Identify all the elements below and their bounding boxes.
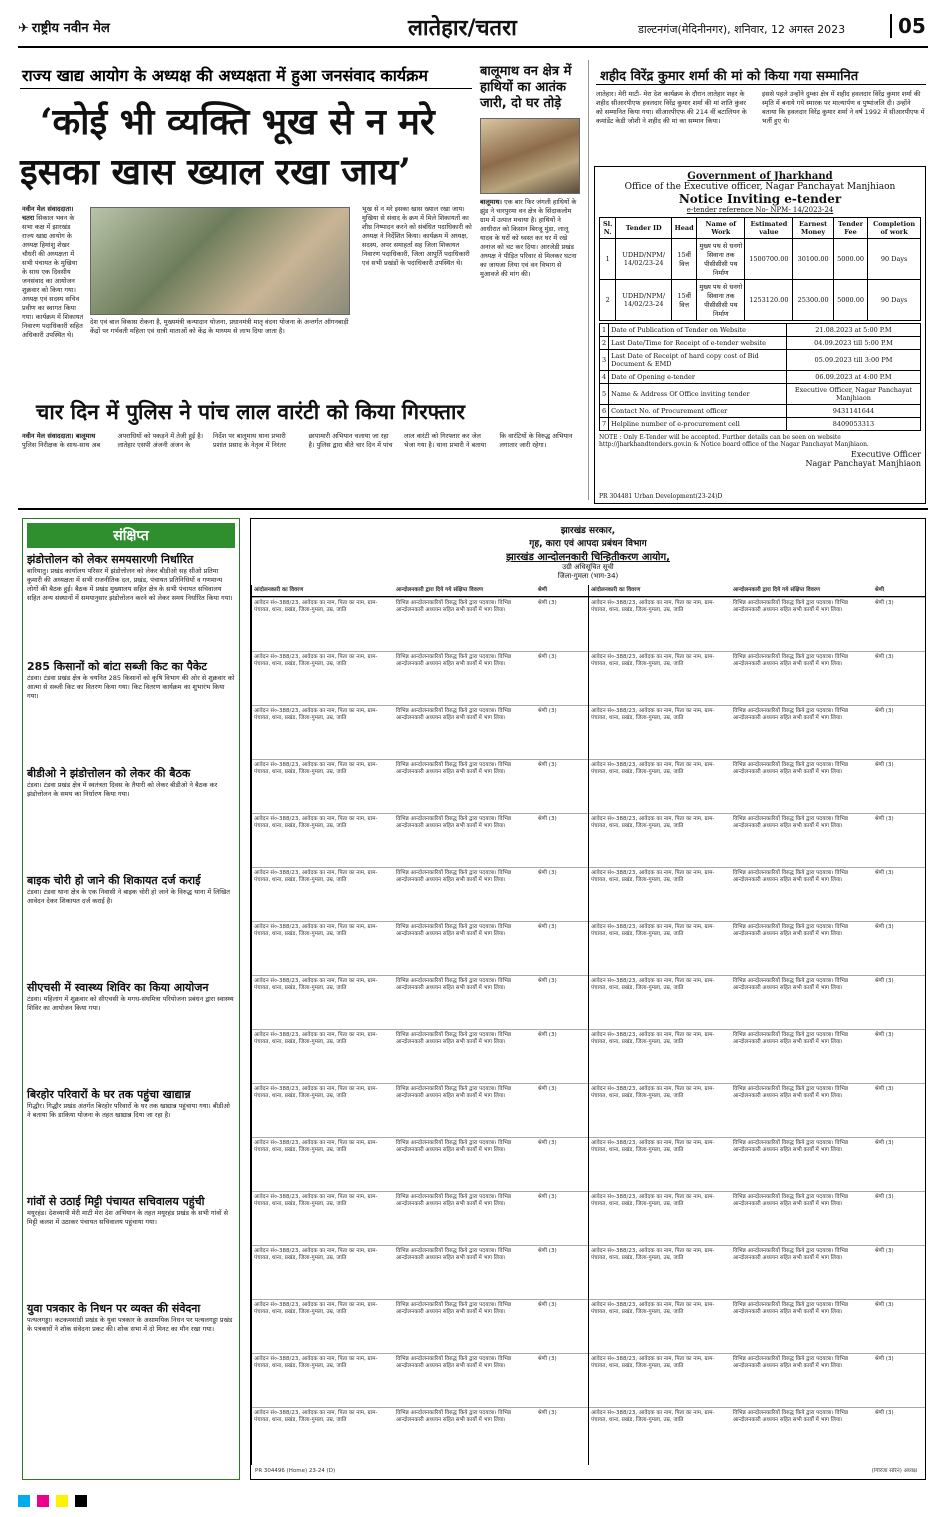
registration-strip	[18, 1492, 928, 1506]
gov-entry-cell: विभिन्न आन्दोलनकारियों विरुद्ध किये द्वारा पदयात्रा। विभिन्न आन्दोलनकारी अध्ययन सहित सभी कार्यों में भाग लिया।	[732, 870, 849, 883]
gov-list-sub: जिला-गुमला (भाग-34)	[557, 572, 619, 580]
gov-entry-cell: श्रेणी (3)	[874, 924, 894, 930]
gov-entry-cell: आवेदन सं०-388/23, आवेदक का नाम, पिता का नाम, ग्राम-पंचायत, थाना, प्रखंड, जिला-गुमला, उम्र, जाति	[591, 1248, 715, 1261]
tender-cell: 90 Days	[868, 280, 921, 321]
tender-row	[600, 239, 921, 280]
brief-column	[22, 518, 240, 1480]
gov-entry-cell: आवेदन सं०-388/23, आवेदक का नाम, पिता का नाम, ग्राम-पंचायत, थाना, प्रखंड, जिला-गुमला, उम्र, जाति	[254, 816, 378, 829]
gov-entry-cell: आवेदन सं०-388/23, आवेदक का नाम, पिता का नाम, ग्राम-पंचायत, थाना, प्रखंड, जिला-गुमला, उम्र, जाति	[254, 1194, 378, 1207]
tender-col-header: Estimated value	[745, 218, 793, 239]
gov-entry-cell: विभिन्न आन्दोलनकारियों विरुद्ध किये द्वारा पदयात्रा। विभिन्न आन्दोलनकारी अध्ययन सहित सभी कार्यों में भाग लिया।	[732, 1194, 849, 1207]
gov-entry-cell: श्रेणी (3)	[874, 654, 894, 660]
gov-entry-cell: विभिन्न आन्दोलनकारियों विरुद्ध किये द्वारा पदयात्रा। विभिन्न आन्दोलनकारी अध्ययन सहित सभी कार्यों में भाग लिया।	[732, 1140, 849, 1153]
tender-col-header: Sl. N.	[600, 218, 616, 239]
gov-entry-cell: श्रेणी (3)	[874, 1302, 894, 1308]
gov-entry-cell: श्रेणी (3)	[874, 978, 894, 984]
gov-entry-cell: श्रेणी (3)	[874, 1248, 894, 1254]
gov-footer: PR 304496 (Home) 23-24 (D)	[255, 1468, 336, 1474]
page-number: 05	[890, 14, 926, 38]
tender-date-cell: 3	[600, 350, 609, 371]
gov-notice	[250, 518, 926, 1480]
gov-entry-cell: आवेदन सं०-388/23, आवेदक का नाम, पिता का नाम, ग्राम-पंचायत, थाना, प्रखंड, जिला-गुमला, उम्र, जाति	[591, 1140, 715, 1153]
brief-body: मयूरहंड। देशव्यापी मेरी माटी मेरा देश अभियान के तहत मयूरहंड प्रखंड के सभी गांवों से मिट्टी कलश में उठाकर पंचायत सचिवालय पहुंचाया गया।	[27, 1209, 228, 1226]
lead-body-1: सिकाल भवन के सभा कक्ष में झारखंड राज्य खाद्य आयोग के अध्यक्ष हिमांशु शेखर चौधरी की अध्यक्षता में सभी पंचायत के मुखिया के साथ एक दिवसीय जनसंवाद का आयोजन शुक्रवार को किया गया। अध्यक्ष एवं सदस्य सचिव प्रवीण का स्वागत किया गया। कार्यक्रम में शिकायत निवारण पदाधिकारी सहित अधिकारी उपस्थित थे।	[22, 214, 84, 339]
tender-cell: 1500700.00	[745, 239, 793, 280]
gov-entry-cell: श्रेणी (3)	[874, 1032, 894, 1038]
gov-entry-row	[589, 705, 925, 759]
gov-entry-cell: आवेदन सं०-388/23, आवेदक का नाम, पिता का नाम, ग्राम-पंचायत, थाना, प्रखंड, जिला-गुमला, उम्र, जाति	[254, 1248, 378, 1261]
gov-entry-row	[589, 1299, 925, 1353]
gov-entry-cell: विभिन्न आन्दोलनकारियों विरुद्ध किये द्वारा पदयात्रा। विभिन्न आन्दोलनकारी अध्ययन सहित सभी कार्यों में भाग लिया।	[395, 1302, 512, 1315]
tender-date-cell: 1	[600, 324, 609, 337]
tender-note: NOTE : Only E-Tender will be accepted. Further details can be seen on website http://jharkhandtenders.gov.in & Notice board office of the Nagar Panchayat Manjhiaon.	[599, 434, 869, 448]
tender-date-cell: Last Date/Time for Receipt of e-tender website	[609, 337, 787, 350]
brief-headline: युवा पत्रकार के निधन पर व्यक्त की संवेदना	[27, 1302, 201, 1315]
brief-body: टंडवा। टंडवा प्रखंड क्षेत्र में स्वतंत्रता दिवस के तैयारी को लेकर बीडीओ ने बैठक कर झंडोत्तोलन के समय का निर्धारण किया गया।	[27, 781, 218, 798]
gov-entry-cell: विभिन्न आन्दोलनकारियों विरुद्ध किये द्वारा पदयात्रा। विभिन्न आन्दोलनकारी अध्ययन सहित सभी कार्यों में भाग लिया।	[732, 1356, 849, 1369]
gov-entry-cell: विभिन्न आन्दोलनकारियों विरुद्ध किये द्वारा पदयात्रा। विभिन्न आन्दोलनकारी अध्ययन सहित सभी कार्यों में भाग लिया।	[732, 1032, 849, 1045]
gov-entry-cell: आवेदन सं०-388/23, आवेदक का नाम, पिता का नाम, ग्राम-पंचायत, थाना, प्रखंड, जिला-गुमला, उम्र, जाति	[591, 924, 715, 937]
gov-entry-cell: श्रेणी (3)	[537, 1032, 557, 1038]
gov-entry-cell: श्रेणी (3)	[537, 654, 557, 660]
gov-entry-cell: विभिन्न आन्दोलनकारियों विरुद्ध किये द्वारा पदयात्रा। विभिन्न आन्दोलनकारी अध्ययन सहित सभी कार्यों में भाग लिया।	[395, 762, 512, 775]
tender-date-cell: 8409053313	[786, 418, 920, 431]
tender-date-row	[600, 324, 921, 337]
brief-headline: बीडीओ ने झंडोत्तोलन को लेकर की बैठक	[27, 767, 191, 780]
gov-entry-row	[252, 1029, 588, 1083]
gov-column-header	[589, 585, 925, 597]
gov-entry-cell: आवेदन सं०-388/23, आवेदक का नाम, पिता का नाम, ग्राम-पंचायत, थाना, प्रखंड, जिला-गुमला, उम्र, जाति	[254, 1302, 378, 1315]
tender-header-row	[600, 218, 921, 239]
gov-entry-cell: आवेदन सं०-388/23, आवेदक का नाम, पिता का नाम, ग्राम-पंचायत, थाना, प्रखंड, जिला-गुमला, उम्र, जाति	[591, 762, 715, 775]
gov-entry-row	[252, 1407, 588, 1461]
tender-col-header: Earnest Money	[793, 218, 834, 239]
brief-body: टंडवा। टंडवा प्रखंड क्षेत्र के चयनित 285 किसानों को कृषि विभाग की ओर से शुक्रवार को आत्मा से सब्जी किट का वितरण किया गया। किट वितरण कार्यक्रम का शुभारंभ किया गया।	[27, 674, 235, 700]
gov-entry-cell: श्रेणी (3)	[537, 978, 557, 984]
elephant-photo	[480, 118, 580, 194]
gov-entry-row	[589, 1353, 925, 1407]
gov-entry-cell: श्रेणी (3)	[874, 1356, 894, 1362]
gov-entry-cell: आवेदन सं०-388/23, आवेदक का नाम, पिता का नाम, ग्राम-पंचायत, थाना, प्रखंड, जिला-गुमला, उम्र, जाति	[254, 762, 378, 775]
section-rule	[18, 508, 928, 510]
tender-date-cell: Date of Opening e-tender	[609, 371, 787, 384]
gov-entry-row	[589, 1029, 925, 1083]
brief-headline: झंडोत्तोलन को लेकर समयसारणी निर्धारित	[27, 553, 194, 566]
gov-line-2: गृह, कारा एवं आपदा प्रबंधन विभाग	[529, 539, 647, 549]
gov-entry-cell: आवेदन सं०-388/23, आवेदक का नाम, पिता का नाम, ग्राम-पंचायत, थाना, प्रखंड, जिला-गुमला, उम्र, जाति	[591, 1194, 715, 1207]
gov-entry-cell: आवेदन सं०-388/23, आवेदक का नाम, पिता का नाम, ग्राम-पंचायत, थाना, प्रखंड, जिला-गुमला, उम्र, जाति	[591, 870, 715, 883]
tender-col-header: Name of Work	[697, 218, 745, 239]
tender-date-row	[600, 418, 921, 431]
elephant-body-text: एक बार फिर जंगली हाथियों के झुंड ने चारपुरमा वन क्षेत्र के सिंदाकलोम ग्राम में उत्पात मचाया है। हाथियों ने आधीरात को किसान बिरजू मुंडा, लालू यादव के घरों को ध्वस्त कर घर में रखे अनाज को चट कर दिया। आरजेडी प्रखंड अध्यक्ष ने पीड़ित परिवार से मिलकर घटना का जायजा लिया एवं वन विभाग से मुआवजे की मांग की।	[480, 198, 577, 278]
tender-notice	[594, 166, 926, 504]
brief-body: बारियातु। प्रखंड कार्यालय परिसर में झंडोत्तोलन को लेकर बीडीओ सह सीओ प्रतिमा कुमारी की अध्यक्षता में सभी राजनीतिक दल, प्रखंड, पंचायत प्रतिनिधियों व गणमान्य लोगों की बैठक हुई। बैठक में प्रखंड मुख्यालय सहित क्षेत्र के सभी पंचायत सचिवालय सहित अन्य संस्थानों में समयानुसार झंडोत्तोलन करने को लेकर समय निर्धारित किया गया।	[27, 567, 233, 602]
gov-entry-row	[252, 813, 588, 867]
arrest-body	[22, 432, 587, 502]
gov-entry-row	[589, 651, 925, 705]
tender-date-row	[600, 405, 921, 418]
arrest-body-text: पुलिस निरीक्षक के साथ-साथ अब अपराधियों को पकड़ने में तेजी हुई है। लातेहार एसपी अंजनी अंजन के निर्देश पर बालूमाथ थाना प्रभारी प्रशांत प्रसाद के नेतृत्व में निरंतर छापामारी अभियान चलाया जा रहा है। पुलिस द्वारा बीते चार दिन में पांच लाल वारंटी को गिरफ्तार कर जेल भेजा गया है। थाना प्रभारी ने बताया कि वारंटियों के विरुद्ध अभियान लगातार जारी रहेगा।	[22, 432, 573, 449]
tender-pr: PR 304481 Urban Development(23-24)D	[599, 493, 723, 500]
gov-entry-cell: आवेदन सं०-388/23, आवेदक का नाम, पिता का नाम, ग्राम-पंचायत, थाना, प्रखंड, जिला-गुमला, उम्र, जाति	[591, 816, 715, 829]
gov-entry-cell: श्रेणी (3)	[537, 1410, 557, 1416]
gov-entry-row	[252, 1353, 588, 1407]
gov-entry-cell: श्रेणी (3)	[537, 1140, 557, 1146]
gov-entry-row	[589, 813, 925, 867]
gov-entry-cell: श्रेणी (3)	[874, 870, 894, 876]
gov-entry-cell: श्रेणी (3)	[537, 1248, 557, 1254]
gov-entry-cell: आवेदन सं०-388/23, आवेदक का नाम, पिता का नाम, ग्राम-पंचायत, थाना, प्रखंड, जिला-गुमला, उम्र, जाति	[254, 708, 378, 721]
gov-entry-row	[252, 759, 588, 813]
tender-date-cell: 6	[600, 405, 609, 418]
gov-line-3: झारखंड आन्दोलनकारी चिन्हितीकरण आयोग,	[506, 552, 670, 563]
tender-date-cell: Date of Publication of Tender on Website	[609, 324, 787, 337]
lead-headline-line1: ‘कोई भी व्यक्ति भूख से न मरे	[40, 101, 435, 143]
gov-entry-cell: श्रेणी (3)	[537, 1194, 557, 1200]
column-divider	[588, 60, 589, 500]
gov-entry-row	[589, 867, 925, 921]
gov-entry-cell: विभिन्न आन्दोलनकारियों विरुद्ध किये द्वारा पदयात्रा। विभिन्न आन्दोलनकारी अध्ययन सहित सभी कार्यों में भाग लिया।	[395, 654, 512, 667]
elephant-headline: बालूमाथ वन क्षेत्र में हाथियों का आतंक जारी, दो घर तोड़े	[480, 64, 572, 111]
lead-body-col3: भूख से न मरे इसका खास ख्याल रखा जाय। मुखिया से संवाद के क्रम में मिले शिकायतों का शीघ्र निष्पादन करने को संबंधित पदाधिकारी को अध्यक्ष ने निर्देशित किया। कार्यक्रम में अध्यक्ष, सदस्य, अपर समाहर्ता सह जिला शिकायत निवारण पदाधिकारी, जिला आपूर्ति पदाधिकारी एवं सभी प्रखंडों के पदाधिकारी उपस्थित थे।	[362, 205, 472, 267]
gov-entry-cell: आवेदन सं०-388/23, आवेदक का नाम, पिता का नाम, ग्राम-पंचायत, थाना, प्रखंड, जिला-गुमला, उम्र, जाति	[591, 1410, 715, 1423]
gov-entry-cell: श्रेणी (3)	[874, 816, 894, 822]
tender-cell: 1	[600, 239, 616, 280]
tender-cell: मुख्य पथ से धनगो सिवाना तक पीसीसीसी पथ निर्माण	[697, 239, 745, 280]
gov-entry-cell: श्रेणी (3)	[537, 762, 557, 768]
tender-date-cell: 21.08.2023 at 5:00 P.M	[786, 324, 920, 337]
gov-entry-row	[589, 1407, 925, 1461]
brief-list	[27, 552, 235, 1404]
gov-entry-cell: आवेदन सं०-388/23, आवेदक का नाम, पिता का नाम, ग्राम-पंचायत, थाना, प्रखंड, जिला-गुमला, उम्र, जाति	[254, 924, 378, 937]
tender-date-row	[600, 371, 921, 384]
brief-headline: बिरहोर परिवारों के घर तक पहुंचा खाद्यान्न	[27, 1088, 191, 1101]
gov-col-title: श्रेणी	[537, 587, 548, 593]
tender-gov: Government of Jharkhand	[687, 171, 833, 182]
tender-date-cell: 9431141644	[786, 405, 920, 418]
gov-entry-row	[252, 597, 588, 651]
gov-entry-cell: आवेदन सं०-388/23, आवेदक का नाम, पिता का नाम, ग्राम-पंचायत, थाना, प्रखंड, जिला-गुमला, उम्र, जाति	[254, 1356, 378, 1369]
jansamvad-photo	[90, 207, 350, 315]
gov-entry-cell: विभिन्न आन्दोलनकारियों विरुद्ध किये द्वारा पदयात्रा। विभिन्न आन्दोलनकारी अध्ययन सहित सभी कार्यों में भाग लिया।	[395, 1410, 512, 1423]
gov-entry-cell: विभिन्न आन्दोलनकारियों विरुद्ध किये द्वारा पदयात्रा। विभिन्न आन्दोलनकारी अध्ययन सहित सभी कार्यों में भाग लिया।	[395, 1140, 512, 1153]
gov-entry-cell: विभिन्न आन्दोलनकारियों विरुद्ध किये द्वारा पदयात्रा। विभिन्न आन्दोलनकारी अध्ययन सहित सभी कार्यों में भाग लिया।	[395, 1194, 512, 1207]
gov-entry-row	[252, 921, 588, 975]
gov-entry-cell: आवेदन सं०-388/23, आवेदक का नाम, पिता का नाम, ग्राम-पंचायत, थाना, प्रखंड, जिला-गुमला, उम्र, जाति	[254, 978, 378, 991]
gov-entry-cell: विभिन्न आन्दोलनकारियों विरुद्ध किये द्वारा पदयात्रा। विभिन्न आन्दोलनकारी अध्ययन सहित सभी कार्यों में भाग लिया।	[732, 1410, 849, 1423]
magenta-swatch	[37, 1495, 49, 1507]
brief-body: टंडवा। टंडवा थाना क्षेत्र के एक निवासी ने बाइक चोरी हो जाने के विरुद्ध थाना में लिखित आवेदन देकर शिकायत दर्ज कराई है।	[27, 888, 231, 905]
gov-entry-row	[252, 867, 588, 921]
gov-entry-row	[589, 1191, 925, 1245]
gov-entry-cell: श्रेणी (3)	[874, 762, 894, 768]
gov-entry-row	[589, 1245, 925, 1299]
gov-entry-row	[252, 705, 588, 759]
edition-date: डाल्टनगंज(मेदिनीनगर), शनिवार, 12 अगस्त 2023	[638, 23, 846, 36]
gov-entry-cell: विभिन्न आन्दोलनकारियों विरुद्ध किये द्वारा पदयात्रा। विभिन्न आन्दोलनकारी अध्ययन सहित सभी कार्यों में भाग लिया।	[732, 762, 849, 775]
brief-headline: 285 किसानों को बांटा सब्जी किट का पैकेट	[27, 660, 207, 673]
elephant-body	[480, 198, 580, 394]
tender-office: Office of the Executive officer, Nagar Panchayat Manjhiaon	[624, 182, 896, 192]
brief-body: टंडवा। महिलांग में शुक्रवार को सीएचसी के मगध-संघमित्रा परियोजना प्रबंधन द्वारा स्वास्थ्य शिविर का आयोजन किया गया।	[27, 995, 234, 1012]
gov-entry-cell: विभिन्न आन्दोलनकारियों विरुद्ध किये द्वारा पदयात्रा। विभिन्न आन्दोलनकारी अध्ययन सहित सभी कार्यों में भाग लिया।	[395, 816, 512, 829]
shaheed-rule	[596, 84, 926, 85]
gov-entry-cell: विभिन्न आन्दोलनकारियों विरुद्ध किये द्वारा पदयात्रा। विभिन्न आन्दोलनकारी अध्ययन सहित सभी कार्यों में भाग लिया।	[395, 870, 512, 883]
gov-entry-cell: विभिन्न आन्दोलनकारियों विरुद्ध किये द्वारा पदयात्रा। विभिन्न आन्दोलनकारी अध्ययन सहित सभी कार्यों में भाग लिया।	[395, 600, 512, 613]
gov-list-title: उग्री अधिसूचित सूची	[562, 563, 614, 571]
gov-entry-cell: आवेदन सं०-388/23, आवेदक का नाम, पिता का नाम, ग्राम-पंचायत, थाना, प्रखंड, जिला-गुमला, उम्र, जाति	[591, 1086, 715, 1099]
gov-entry-cell: आवेदन सं०-388/23, आवेदक का नाम, पिता का नाम, ग्राम-पंचायत, थाना, प्रखंड, जिला-गुमला, उम्र, जाति	[591, 654, 715, 667]
gov-entry-cell: विभिन्न आन्दोलनकारियों विरुद्ध किये द्वारा पदयात्रा। विभिन्न आन्दोलनकारी अध्ययन सहित सभी कार्यों में भाग लिया।	[395, 708, 512, 721]
tender-col-header: Completion of work	[868, 218, 921, 239]
gov-column	[588, 585, 925, 1465]
tender-ref: e-tender reference No- NPM- 14/2023-24	[686, 206, 834, 214]
gov-entry-cell: विभिन्न आन्दोलनकारियों विरुद्ध किये द्वारा पदयात्रा। विभिन्न आन्दोलनकारी अध्ययन सहित सभी कार्यों में भाग लिया।	[395, 1356, 512, 1369]
tender-cell: 30100.00	[793, 239, 834, 280]
brief-headline: गांवों से उठाई मिट्टी पंचायत सचिवालय पहुंची	[27, 1195, 205, 1208]
brief-headline: बाइक चोरी हो जाने की शिकायत दर्ज कराई	[27, 874, 201, 887]
tender-signer-1: Executive Officer	[850, 450, 921, 459]
arrest-dateline: नवीन मेल संवाददाता। बालूमाथ	[22, 432, 96, 440]
brief-body: पत्थलगड्डा। कटकमसांडी प्रखंड के युवा पत्रकार के असामयिक निधन पर पत्थलगड्डा प्रखंड के पत्रकारों ने शोक संवेदना प्रकट की। शोक सभा में दो मिनट का मौन रखा गया।	[27, 1316, 233, 1333]
gov-entry-cell: आवेदन सं०-388/23, आवेदक का नाम, पिता का नाम, ग्राम-पंचायत, थाना, प्रखंड, जिला-गुमला, उम्र, जाति	[591, 1032, 715, 1045]
tender-cell: मुख्य पथ से धनगो सिवाना तक पीसीसीसी पथ निर्माण	[697, 280, 745, 321]
tender-title: Notice Inviting e-tender	[678, 192, 842, 206]
gov-entry-cell: विभिन्न आन्दोलनकारियों विरुद्ध किये द्वारा पदयात्रा। विभिन्न आन्दोलनकारी अध्ययन सहित सभी कार्यों में भाग लिया।	[732, 1248, 849, 1261]
gov-entry-cell: श्रेणी (3)	[537, 708, 557, 714]
tender-date-cell: 2	[600, 337, 609, 350]
gov-entry-cell: विभिन्न आन्दोलनकारियों विरुद्ध किये द्वारा पदयात्रा। विभिन्न आन्दोलनकारी अध्ययन सहित सभी कार्यों में भाग लिया।	[395, 978, 512, 991]
gov-entry-cell: श्रेणी (3)	[537, 924, 557, 930]
gov-entry-cell: श्रेणी (3)	[537, 816, 557, 822]
tender-date-cell: 4	[600, 371, 609, 384]
tender-row	[600, 280, 921, 321]
tender-cell: 25300.00	[793, 280, 834, 321]
gov-col-title: आंदोलनकारी का विवरण	[254, 587, 304, 593]
gov-entry-row	[252, 975, 588, 1029]
shaheed-headline: शहीद विरेंद्र कुमार शर्मा की मां को किया गया सम्मानित	[600, 69, 859, 84]
gov-column	[251, 585, 588, 1465]
tender-cell: UDHD/NPM/ 14/02/23-24	[616, 239, 672, 280]
gov-entry-cell: श्रेणी (3)	[537, 1302, 557, 1308]
gov-grid	[251, 585, 925, 1465]
tender-date-cell: Helpline number of e-procurement cell	[609, 418, 787, 431]
elephant-dateline: बालूमाथ।	[480, 198, 502, 206]
gov-col-title: आन्दोलनकारी द्वारा दिये गये संक्षिप्त विवरण	[395, 587, 483, 593]
gov-signer: (गिरिजा सोरेन) अध्यक्ष	[871, 1468, 917, 1474]
gov-entry-row	[252, 1245, 588, 1299]
gov-entry-cell: श्रेणी (3)	[537, 1356, 557, 1362]
lead-body-col2: देश एवं बाल विकास रोकना है, मुख्यमंत्री कन्यादान योजना, प्रधानमंत्री मातृ वंदना योजना के अन्तर्गत ऑगनबाड़ी केंद्रों पर गर्भवती महिला एवं धात्री माताओं को केंद्र के माध्यम से लाभ दिया जाता है।	[90, 318, 349, 335]
gov-entry-cell: विभिन्न आन्दोलनकारियों विरुद्ध किये द्वारा पदयात्रा। विभिन्न आन्दोलनकारी अध्ययन सहित सभी कार्यों में भाग लिया।	[732, 1086, 849, 1099]
tender-cell: 5000.00	[833, 280, 867, 321]
gov-col-title: श्रेणी	[874, 587, 885, 593]
gov-entry-cell: श्रेणी (3)	[874, 600, 894, 606]
gov-entry-cell: विभिन्न आन्दोलनकारियों विरुद्ध किये द्वारा पदयात्रा। विभिन्न आन्दोलनकारी अध्ययन सहित सभी कार्यों में भाग लिया।	[732, 1302, 849, 1315]
tender-table	[599, 217, 921, 321]
tender-body	[600, 239, 921, 321]
gov-col-title: आंदोलनकारी का विवरण	[591, 587, 641, 593]
gov-entry-row	[252, 1083, 588, 1137]
tender-date-cell: Executive Officer, Nagar Panchayat Manjhiaon	[786, 384, 920, 405]
gov-entry-cell: श्रेणी (3)	[537, 870, 557, 876]
gov-entry-cell: विभिन्न आन्दोलनकारियों विरुद्ध किये द्वारा पदयात्रा। विभिन्न आन्दोलनकारी अध्ययन सहित सभी कार्यों में भाग लिया।	[732, 600, 849, 613]
gov-line-1: झारखंड सरकार,	[560, 526, 616, 536]
tender-date-cell: Last Date of Receipt of hard copy cost of Bid Document & EMD	[609, 350, 787, 371]
lead-kicker: राज्य खाद्य आयोग के अध्यक्ष की अध्यक्षता में हुआ जनसंवाद कार्यक्रम	[22, 66, 428, 85]
tender-date-cell: 7	[600, 418, 609, 431]
yellow-swatch	[56, 1495, 68, 1507]
tender-cell: 15वीं वित्त	[672, 239, 697, 280]
gov-entry-cell: श्रेणी (3)	[537, 1086, 557, 1092]
gov-entry-cell: श्रेणी (3)	[874, 1140, 894, 1146]
gov-entry-cell: विभिन्न आन्दोलनकारियों विरुद्ध किये द्वारा पदयात्रा। विभिन्न आन्दोलनकारी अध्ययन सहित सभी कार्यों में भाग लिया।	[732, 654, 849, 667]
gov-entry-cell: आवेदन सं०-388/23, आवेदक का नाम, पिता का नाम, ग्राम-पंचायत, थाना, प्रखंड, जिला-गुमला, उम्र, जाति	[254, 1086, 378, 1099]
lead-dateline: नवीन मेल संवाददाता। चतरा	[22, 205, 74, 222]
tender-date-cell: 05.09.2023 till 3:00 PM	[786, 350, 920, 371]
section-title: लातेहार/चतरा	[408, 16, 517, 41]
gov-entry-cell: आवेदन सं०-388/23, आवेदक का नाम, पिता का नाम, ग्राम-पंचायत, थाना, प्रखंड, जिला-गुमला, उम्र, जाति	[591, 978, 715, 991]
gov-entry-cell: आवेदन सं०-388/23, आवेदक का नाम, पिता का नाम, ग्राम-पंचायत, थाना, प्रखंड, जिला-गुमला, उम्र, जाति	[254, 1410, 378, 1423]
brief-headline: सीएचसी में स्वास्थ्य शिविर का किया आयोजन	[27, 981, 209, 994]
gov-entry-row	[589, 921, 925, 975]
gov-entry-cell: आवेदन सं०-388/23, आवेदक का नाम, पिता का नाम, ग्राम-पंचायत, थाना, प्रखंड, जिला-गुमला, उम्र, जाति	[254, 600, 378, 613]
tender-cell: UDHD/NPM/ 14/02/23-24	[616, 280, 672, 321]
tender-date-cell: 04.09.2023 till 5:00 P.M	[786, 337, 920, 350]
tender-cell: 2	[600, 280, 616, 321]
gov-entry-cell: आवेदन सं०-388/23, आवेदक का नाम, पिता का नाम, ग्राम-पंचायत, थाना, प्रखंड, जिला-गुमला, उम्र, जाति	[254, 1032, 378, 1045]
brief-title: संक्षिप्त	[27, 523, 235, 548]
gov-entry-cell: श्रेणी (3)	[537, 600, 557, 606]
tender-date-row	[600, 350, 921, 371]
tender-date-cell: 06.09.2023 at 4:00 P.M	[786, 371, 920, 384]
tender-date-row	[600, 337, 921, 350]
tender-col-header: Tender Fee	[833, 218, 867, 239]
gov-entry-cell: आवेदन सं०-388/23, आवेदक का नाम, पिता का नाम, ग्राम-पंचायत, थाना, प्रखंड, जिला-गुमला, उम्र, जाति	[254, 654, 378, 667]
tender-date-cell: Contact No. of Procurement officer	[609, 405, 787, 418]
gov-entry-cell: विभिन्न आन्दोलनकारियों विरुद्ध किये द्वारा पदयात्रा। विभिन्न आन्दोलनकारी अध्ययन सहित सभी कार्यों में भाग लिया।	[395, 1248, 512, 1261]
gov-column-header	[252, 585, 588, 597]
gov-entry-cell: श्रेणी (3)	[874, 1086, 894, 1092]
tender-col-header: Head	[672, 218, 697, 239]
tender-cell: 1253120.00	[745, 280, 793, 321]
tender-signer-2: Nagar Panchayat Manjhiaon	[805, 459, 921, 468]
gov-entry-row	[252, 1191, 588, 1245]
gov-entry-cell: आवेदन सं०-388/23, आवेदक का नाम, पिता का नाम, ग्राम-पंचायत, थाना, प्रखंड, जिला-गुमला, उम्र, जाति	[591, 1356, 715, 1369]
gov-entry-cell: आवेदन सं०-388/23, आवेदक का नाम, पिता का नाम, ग्राम-पंचायत, थाना, प्रखंड, जिला-गुमला, उम्र, जाति	[591, 1302, 715, 1315]
tender-dates-body	[600, 324, 921, 431]
black-swatch	[75, 1495, 87, 1507]
gov-entry-cell: श्रेणी (3)	[874, 708, 894, 714]
kicker-rule	[20, 88, 472, 89]
shaheed-body-col2: इससे पहले उन्होंने दुम्का क्षेत्र में शहीद हवलदार विरेंद्र कुमार शर्मा की स्मृति में बनाये गये स्मारक पर माल्यार्पण व पुष्पांजलि दी। उन्होंने बताया कि हवलदार विरेंद्र कुमार शर्मा ने वर्ष 1992 में सीआरपीएफ में भर्ती हुए थे।	[762, 90, 925, 125]
cyan-swatch	[18, 1495, 30, 1507]
gov-entry-cell: आवेदन सं०-388/23, आवेदक का नाम, पिता का नाम, ग्राम-पंचायत, थाना, प्रखंड, जिला-गुमला, उम्र, जाति	[591, 708, 715, 721]
arrest-headline: चार दिन में पुलिस ने पांच लाल वारंटी को किया गिरफ्तार	[36, 400, 465, 424]
gov-entry-cell: आवेदन सं०-388/23, आवेदक का नाम, पिता का नाम, ग्राम-पंचायत, थाना, प्रखंड, जिला-गुमला, उम्र, जाति	[591, 600, 715, 613]
tender-cell: 5000.00	[833, 239, 867, 280]
gov-entry-cell: श्रेणी (3)	[874, 1194, 894, 1200]
gov-entry-cell: आवेदन सं०-388/23, आवेदक का नाम, पिता का नाम, ग्राम-पंचायत, थाना, प्रखंड, जिला-गुमला, उम्र, जाति	[254, 870, 378, 883]
gov-entry-cell: श्रेणी (3)	[874, 1410, 894, 1416]
gov-entry-row	[252, 1137, 588, 1191]
tender-cell: 15वीं वित्त	[672, 280, 697, 321]
gov-entry-cell: विभिन्न आन्दोलनकारियों विरुद्ध किये द्वारा पदयात्रा। विभिन्न आन्दोलनकारी अध्ययन सहित सभी कार्यों में भाग लिया।	[732, 924, 849, 937]
tender-date-cell: Name & Address Of Office inviting tender	[609, 384, 787, 405]
gov-entry-cell: विभिन्न आन्दोलनकारियों विरुद्ध किये द्वारा पदयात्रा। विभिन्न आन्दोलनकारी अध्ययन सहित सभी कार्यों में भाग लिया।	[732, 816, 849, 829]
gov-entry-row	[589, 597, 925, 651]
gov-entry-row	[252, 651, 588, 705]
lead-headline-line2: इसका खास ख्याल रखा जाय’	[20, 151, 411, 193]
shaheed-body-col1: लातेहार। मेरी माटी- मेरा देश कार्यक्रम के दौरान लातेहार शहर के शहीद सीआरपीएफ हवलदार विरेंद्र कुमार शर्मा की मां शांति कुंवर को सम्मानित किया गया। सीआरपीएफ की 214 वीं बटालियन के कमांडेंट केडी जोशी ने शहीद की मां का सम्मान किया।	[596, 90, 747, 125]
newspaper-logo: ✈ राष्ट्रीय नवीन मेल	[18, 18, 110, 36]
gov-col-title: आन्दोलनकारी द्वारा दिये गये संक्षिप्त विवरण	[732, 587, 820, 593]
gov-entry-cell: विभिन्न आन्दोलनकारियों विरुद्ध किये द्वारा पदयात्रा। विभिन्न आन्दोलनकारी अध्ययन सहित सभी कार्यों में भाग लिया।	[395, 1086, 512, 1099]
gov-entry-cell: विभिन्न आन्दोलनकारियों विरुद्ध किये द्वारा पदयात्रा। विभिन्न आन्दोलनकारी अध्ययन सहित सभी कार्यों में भाग लिया।	[732, 708, 849, 721]
gov-entry-row	[252, 1299, 588, 1353]
tender-date-cell: 5	[600, 384, 609, 405]
tender-date-row	[600, 384, 921, 405]
gov-entry-cell: विभिन्न आन्दोलनकारियों विरुद्ध किये द्वारा पदयात्रा। विभिन्न आन्दोलनकारी अध्ययन सहित सभी कार्यों में भाग लिया।	[395, 924, 512, 937]
gov-entry-cell: आवेदन सं०-388/23, आवेदक का नाम, पिता का नाम, ग्राम-पंचायत, थाना, प्रखंड, जिला-गुमला, उम्र, जाति	[254, 1140, 378, 1153]
lead-body-col1	[22, 205, 84, 395]
tender-col-header: Tender ID	[616, 218, 672, 239]
gov-entry-cell: विभिन्न आन्दोलनकारियों विरुद्ध किये द्वारा पदयात्रा। विभिन्न आन्दोलनकारी अध्ययन सहित सभी कार्यों में भाग लिया।	[732, 978, 849, 991]
gov-entry-row	[589, 759, 925, 813]
tender-cell: 90 Days	[868, 239, 921, 280]
tender-dates-table	[599, 323, 921, 431]
gov-entry-cell: विभिन्न आन्दोलनकारियों विरुद्ध किये द्वारा पदयात्रा। विभिन्न आन्दोलनकारी अध्ययन सहित सभी कार्यों में भाग लिया।	[395, 1032, 512, 1045]
masthead	[18, 12, 928, 48]
gov-entry-row	[589, 1083, 925, 1137]
gov-entry-row	[589, 1137, 925, 1191]
gov-entry-row	[589, 975, 925, 1029]
brief-body: गिद्धौर। गिद्धौर प्रखंड अंतर्गत बिरहोर परिवारों के घर तक खाद्यान्न पहुंचाया गया। बीडीओ ने बताया कि डाकिया योजना के तहत खाद्यान्न दिया जा रहा है।	[27, 1102, 230, 1119]
